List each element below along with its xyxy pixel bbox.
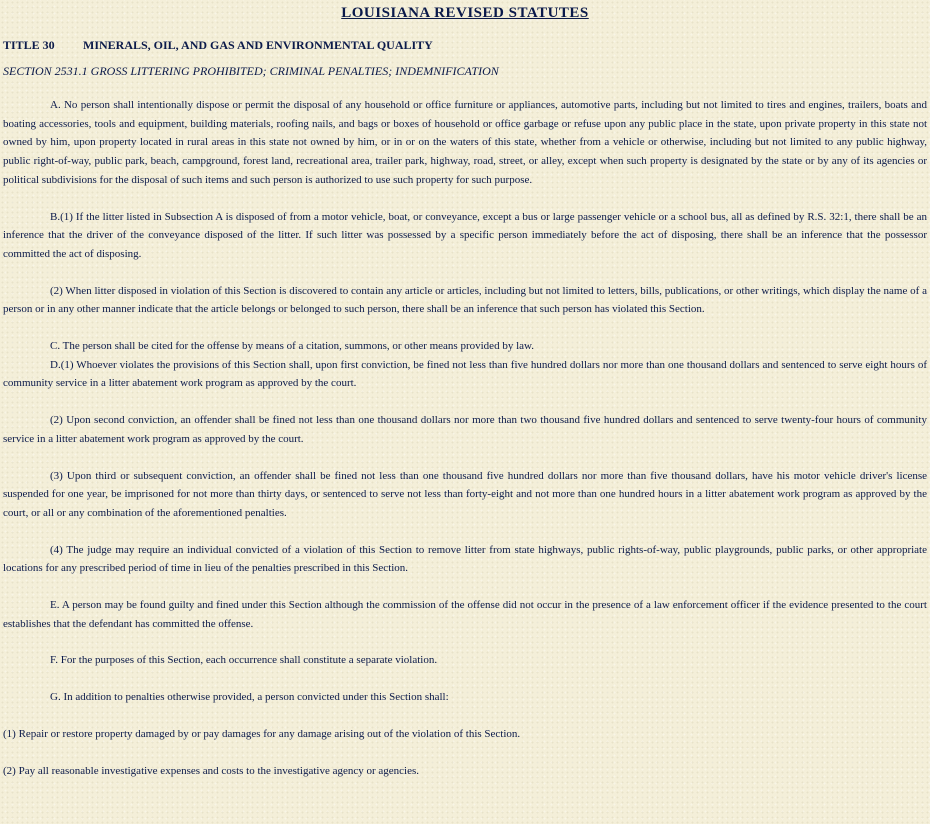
paragraph-c: C. The person shall be cited for the offense by means of a citation, summons, or other means provided by law. xyxy=(50,340,534,353)
paragraph-d4: (4) The judge may require an individual convicted of a violation of this Section to remove litter from state highways, public rights-of-way, public playgrounds, public parks, or other appropriate locations for any prescribed period of time in lieu of the penalties prescribed in this Section. xyxy=(3,543,927,575)
paragraph-d2: (2) Upon second conviction, an offender shall be fined not less than one thousand dollars nor more than two thousand five hundred dollars and sentenced to serve twenty-four hours of community service in a litter abatement work program as approved by the court. xyxy=(3,414,927,445)
paragraph-a: A. No person shall intentionally dispose or permit the disposal of any household or office furniture or appliances, automotive parts, including but not limited to tires and engines, trailers, boats and boating accessories, tools and equipment, building materials, roofing nails, and bags or boxes of household or office garbage or refuse upon any public place in the state, upon private property in this state not owned by him, upon property located in rural areas in this state not owned by him, or in or on the waters of this state, whether from a vehicle or otherwise, including but not limited to any public highway, public right-of-way, public park, beach, campground, forest land, recreational area, trailer park, highway, road, street, or alley, except when such property is designated by the state or by any of its agencies or political subdivisions for the disposal of such items and such person is authorized to use such property for such purpose. xyxy=(3,99,927,186)
title-name: MINERALS, OIL, AND GAS AND ENVIRONMENTAL QUALITY xyxy=(83,38,433,52)
title-number: TITLE 30 xyxy=(3,38,55,52)
section-heading: SECTION 2531.1 GROSS LITTERING PROHIBITED; CRIMINAL PENALTIES; INDEMNIFICATION xyxy=(3,64,499,78)
title-line xyxy=(3,37,927,53)
paragraph-b2: (2) When litter disposed in violation of this Section is discovered to contain any article or articles, including but not limited to letters, bills, publications, or other writings, which display the name of a person or in any other manner indicate that the article belongs or belonged to such person, there shall be an inference that such person has violated this Section. xyxy=(3,284,927,316)
paragraph-d3: (3) Upon third or subsequent conviction, an offender shall be fined not less than one thousand five hundred dollars nor more than five thousand dollars, have his motor vehicle driver's license suspended for one year, be imprisoned for not more than thirty days, or sentenced to serve not less than forty-eight and not more than one hundred hours in a litter abatement work program as approved by the court, or all or any combination of the aforementioned penalties. xyxy=(3,469,927,519)
paragraph-e: E. A person may be found guilty and fined under this Section although the commission of the offense did not occur in the presence of a law enforcement officer if the evidence presented to the court establishes that the defendant has committed the offense. xyxy=(3,599,927,630)
statute-page xyxy=(0,4,930,824)
paragraph-d1: D.(1) Whoever violates the provisions of this Section shall, upon first conviction, be fined not less than five hundred dollars nor more than one thousand dollars and sentenced to serve eight hours of community service in a litter abatement work program as approved by the court. xyxy=(3,358,927,390)
paragraph-g1: (1) Repair or restore property damaged by or pay damages for any damage arising out of the violation of this Section. xyxy=(3,727,521,740)
paragraph-g: G. In addition to penalties otherwise provided, a person convicted under this Section shall: xyxy=(50,691,449,704)
paragraph-g2: (2) Pay all reasonable investigative expenses and costs to the investigative agency or agencies. xyxy=(3,764,420,777)
paragraph-b1: B.(1) If the litter listed in Subsection A is disposed of from a motor vehicle, boat, or conveyance, except a bus or large passenger vehicle or a school bus, all as defined by R.S. 32:1, there shall be an inference that the driver of the conveyance disposed of the litter. If such litter was possessed by a specific person immediately before the act of disposing, there shall be an inference that the possessor committed the act of disposing. xyxy=(3,210,927,260)
paragraph-f: F. For the purposes of this Section, each occurrence shall constitute a separate violation. xyxy=(50,654,438,667)
document-title: LOUISIANA REVISED STATUTES xyxy=(341,5,589,21)
